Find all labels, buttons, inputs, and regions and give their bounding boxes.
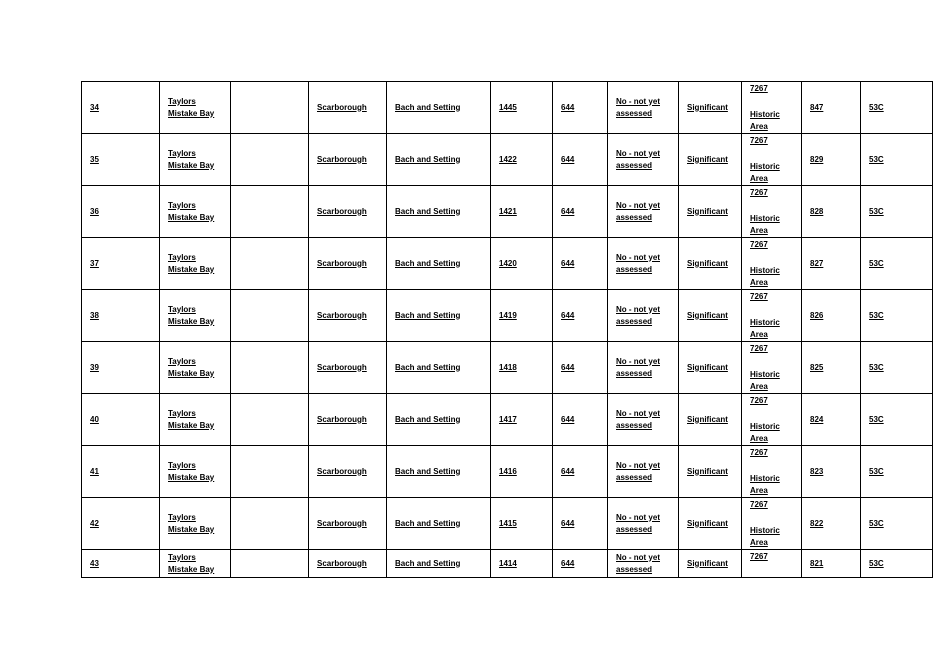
area-cell [309, 446, 387, 498]
location-text: Taylors Mistake Bay [168, 512, 215, 534]
heritage-id-text: 1422 [499, 154, 517, 164]
heritage-id-text: 1445 [499, 102, 517, 112]
blank-cell [231, 82, 309, 134]
significance-cell [679, 186, 742, 238]
heritage-type-text: Bach and Setting [395, 414, 461, 424]
reference-number-text: 824 [810, 414, 824, 424]
location-text: Taylors Mistake Bay [168, 356, 215, 378]
heritage-id-text: 1414 [499, 558, 517, 568]
map-reference-text: 53C [869, 558, 884, 568]
reference-number-cell [802, 446, 861, 498]
heritage-type-cell [387, 82, 491, 134]
reference-number-cell [802, 238, 861, 290]
reference-number-text: 828 [810, 206, 824, 216]
significance-cell [679, 394, 742, 446]
map-reference-cell [861, 446, 933, 498]
significance-text: Significant [687, 414, 728, 424]
location-cell [160, 394, 231, 446]
assessment-status-text: No - not yet assessed [616, 304, 660, 326]
heritage-id-cell [491, 342, 553, 394]
location-text: Taylors Mistake Bay [168, 252, 215, 274]
table-row [82, 498, 933, 550]
item-number-cell [82, 394, 160, 446]
map-reference-cell [861, 134, 933, 186]
assessment-status-cell [608, 186, 679, 238]
blank-cell [231, 446, 309, 498]
blank-cell [231, 498, 309, 550]
heritage-type-text: Bach and Setting [395, 362, 461, 372]
heritage-id-text: 1416 [499, 466, 517, 476]
significance-text: Significant [687, 154, 728, 164]
location-cell [160, 186, 231, 238]
location-text: Taylors Mistake Bay [168, 148, 215, 170]
zone-cell [742, 394, 802, 446]
significance-cell [679, 134, 742, 186]
assessment-status-text: No - not yet assessed [616, 200, 660, 222]
assessment-status-text: No - not yet assessed [616, 252, 660, 274]
heritage-id-cell [491, 186, 553, 238]
plan-number-cell [553, 498, 608, 550]
plan-number-text: 644 [561, 206, 575, 216]
reference-number-cell [802, 134, 861, 186]
map-reference-cell [861, 498, 933, 550]
table-row [82, 238, 933, 290]
zone-number: 7267 [750, 448, 768, 457]
significance-cell [679, 82, 742, 134]
heritage-type-cell [387, 186, 491, 238]
map-reference-text: 53C [869, 258, 884, 268]
plan-number-cell [553, 186, 608, 238]
plan-number-text: 644 [561, 154, 575, 164]
zone-label: Historic Area [750, 266, 780, 287]
location-cell [160, 498, 231, 550]
heritage-id-cell [491, 290, 553, 342]
heritage-id-text: 1421 [499, 206, 517, 216]
area-text: Scarborough [317, 414, 367, 424]
heritage-id-cell [491, 394, 553, 446]
zone-cell [742, 82, 802, 134]
plan-number-cell [553, 134, 608, 186]
reference-number-text: 825 [810, 362, 824, 372]
zone-cell [742, 550, 802, 578]
map-reference-text: 53C [869, 310, 884, 320]
map-reference-text: 53C [869, 102, 884, 112]
area-cell [309, 238, 387, 290]
map-reference-text: 53C [869, 206, 884, 216]
reference-number-text: 823 [810, 466, 824, 476]
heritage-type-text: Bach and Setting [395, 102, 461, 112]
reference-number-text: 821 [810, 558, 824, 568]
heritage-type-text: Bach and Setting [395, 258, 461, 268]
assessment-status-cell [608, 238, 679, 290]
significance-text: Significant [687, 518, 728, 528]
heritage-type-text: Bach and Setting [395, 466, 461, 476]
item-number-cell [82, 238, 160, 290]
map-reference-text: 53C [869, 154, 884, 164]
item-number-text: 37 [90, 258, 99, 268]
area-cell [309, 342, 387, 394]
heritage-type-text: Bach and Setting [395, 310, 461, 320]
blank-cell [231, 394, 309, 446]
heritage-type-cell [387, 550, 491, 578]
plan-number-cell [553, 238, 608, 290]
location-text: Taylors Mistake Bay [168, 200, 215, 222]
map-reference-cell [861, 238, 933, 290]
area-text: Scarborough [317, 518, 367, 528]
assessment-status-cell [608, 550, 679, 578]
zone-number: 7267 [750, 84, 768, 93]
table-row [82, 550, 933, 578]
area-text: Scarborough [317, 258, 367, 268]
area-text: Scarborough [317, 102, 367, 112]
item-number-text: 39 [90, 362, 99, 372]
item-number-cell [82, 290, 160, 342]
table-body [82, 82, 933, 578]
zone-cell [742, 342, 802, 394]
heritage-id-cell [491, 498, 553, 550]
heritage-type-text: Bach and Setting [395, 154, 461, 164]
heritage-type-cell [387, 134, 491, 186]
plan-number-text: 644 [561, 310, 575, 320]
zone-cell [742, 446, 802, 498]
location-text: Taylors Mistake Bay [168, 552, 215, 574]
heritage-id-cell [491, 446, 553, 498]
table-row [82, 394, 933, 446]
significance-cell [679, 238, 742, 290]
blank-cell [231, 550, 309, 578]
significance-text: Significant [687, 102, 728, 112]
area-text: Scarborough [317, 154, 367, 164]
item-number-cell [82, 498, 160, 550]
significance-cell [679, 290, 742, 342]
blank-cell [231, 290, 309, 342]
zone-number: 7267 [750, 292, 768, 301]
assessment-status-cell [608, 134, 679, 186]
plan-number-cell [553, 394, 608, 446]
item-number-text: 38 [90, 310, 99, 320]
reference-number-text: 847 [810, 102, 824, 112]
significance-text: Significant [687, 558, 728, 568]
plan-number-cell [553, 342, 608, 394]
area-text: Scarborough [317, 206, 367, 216]
heritage-id-cell [491, 550, 553, 578]
reference-number-cell [802, 186, 861, 238]
heritage-type-cell [387, 238, 491, 290]
heritage-id-cell [491, 134, 553, 186]
heritage-type-cell [387, 342, 491, 394]
item-number-cell [82, 186, 160, 238]
heritage-id-text: 1420 [499, 258, 517, 268]
zone-label: Historic Area [750, 162, 780, 183]
significance-text: Significant [687, 362, 728, 372]
location-text: Taylors Mistake Bay [168, 96, 215, 118]
reference-number-text: 827 [810, 258, 824, 268]
reference-number-cell [802, 342, 861, 394]
reference-number-text: 826 [810, 310, 824, 320]
item-number-cell [82, 134, 160, 186]
blank-cell [231, 238, 309, 290]
significance-text: Significant [687, 310, 728, 320]
reference-number-cell [802, 498, 861, 550]
item-number-text: 41 [90, 466, 99, 476]
map-reference-text: 53C [869, 518, 884, 528]
heritage-id-text: 1417 [499, 414, 517, 424]
map-reference-cell [861, 342, 933, 394]
location-text: Taylors Mistake Bay [168, 408, 215, 430]
area-cell [309, 394, 387, 446]
area-cell [309, 134, 387, 186]
significance-text: Significant [687, 258, 728, 268]
blank-cell [231, 342, 309, 394]
location-cell [160, 134, 231, 186]
location-cell [160, 290, 231, 342]
table-row [82, 446, 933, 498]
significance-cell [679, 446, 742, 498]
heritage-type-text: Bach and Setting [395, 206, 461, 216]
heritage-schedule-table [81, 81, 933, 578]
zone-number: 7267 [750, 396, 768, 405]
item-number-text: 40 [90, 414, 99, 424]
heritage-id-cell [491, 82, 553, 134]
map-reference-text: 53C [869, 362, 884, 372]
location-cell [160, 238, 231, 290]
heritage-type-cell [387, 394, 491, 446]
significance-text: Significant [687, 466, 728, 476]
assessment-status-text: No - not yet assessed [616, 552, 660, 574]
plan-number-text: 644 [561, 518, 575, 528]
zone-cell [742, 498, 802, 550]
heritage-type-cell [387, 446, 491, 498]
map-reference-cell [861, 394, 933, 446]
map-reference-cell [861, 186, 933, 238]
item-number-cell [82, 82, 160, 134]
heritage-type-cell [387, 290, 491, 342]
table-row [82, 290, 933, 342]
area-text: Scarborough [317, 466, 367, 476]
zone-number: 7267 [750, 136, 768, 145]
assessment-status-text: No - not yet assessed [616, 96, 660, 118]
item-number-text: 35 [90, 154, 99, 164]
table-row [82, 342, 933, 394]
zone-label: Historic Area [750, 422, 780, 443]
zone-number: 7267 [750, 500, 768, 509]
area-cell [309, 186, 387, 238]
heritage-type-cell [387, 498, 491, 550]
item-number-text: 36 [90, 206, 99, 216]
item-number-text: 43 [90, 558, 99, 568]
plan-number-text: 644 [561, 102, 575, 112]
reference-number-cell [802, 394, 861, 446]
blank-cell [231, 134, 309, 186]
zone-cell [742, 134, 802, 186]
assessment-status-text: No - not yet assessed [616, 460, 660, 482]
item-number-cell [82, 342, 160, 394]
item-number-cell [82, 550, 160, 578]
plan-number-cell [553, 290, 608, 342]
zone-number: 7267 [750, 552, 768, 561]
zone-cell [742, 186, 802, 238]
zone-label: Historic Area [750, 110, 780, 131]
heritage-id-cell [491, 238, 553, 290]
item-number-text: 42 [90, 518, 99, 528]
reference-number-text: 822 [810, 518, 824, 528]
table-row [82, 82, 933, 134]
area-cell [309, 550, 387, 578]
zone-cell [742, 290, 802, 342]
item-number-cell [82, 446, 160, 498]
area-text: Scarborough [317, 558, 367, 568]
plan-number-cell [553, 446, 608, 498]
zone-number: 7267 [750, 344, 768, 353]
plan-number-text: 644 [561, 466, 575, 476]
plan-number-text: 644 [561, 258, 575, 268]
significance-cell [679, 550, 742, 578]
zone-number: 7267 [750, 240, 768, 249]
assessment-status-cell [608, 290, 679, 342]
assessment-status-text: No - not yet assessed [616, 148, 660, 170]
plan-number-cell [553, 82, 608, 134]
zone-label: Historic Area [750, 370, 780, 391]
reference-number-cell [802, 290, 861, 342]
assessment-status-cell [608, 446, 679, 498]
plan-number-text: 644 [561, 362, 575, 372]
map-reference-cell [861, 82, 933, 134]
assessment-status-text: No - not yet assessed [616, 356, 660, 378]
significance-cell [679, 342, 742, 394]
zone-label: Historic Area [750, 526, 780, 547]
location-cell [160, 82, 231, 134]
heritage-id-text: 1419 [499, 310, 517, 320]
area-text: Scarborough [317, 310, 367, 320]
area-cell [309, 498, 387, 550]
location-text: Taylors Mistake Bay [168, 304, 215, 326]
table-row [82, 134, 933, 186]
assessment-status-cell [608, 498, 679, 550]
significance-cell [679, 498, 742, 550]
zone-number: 7267 [750, 188, 768, 197]
blank-cell [231, 186, 309, 238]
reference-number-cell [802, 550, 861, 578]
location-cell [160, 342, 231, 394]
reference-number-text: 829 [810, 154, 824, 164]
assessment-status-cell [608, 82, 679, 134]
table-row [82, 186, 933, 238]
heritage-type-text: Bach and Setting [395, 518, 461, 528]
zone-label: Historic Area [750, 318, 780, 339]
heritage-id-text: 1415 [499, 518, 517, 528]
map-reference-cell [861, 550, 933, 578]
assessment-status-cell [608, 342, 679, 394]
assessment-status-text: No - not yet assessed [616, 512, 660, 534]
plan-number-cell [553, 550, 608, 578]
map-reference-text: 53C [869, 414, 884, 424]
zone-label: Historic Area [750, 214, 780, 235]
item-number-text: 34 [90, 102, 99, 112]
area-cell [309, 290, 387, 342]
significance-text: Significant [687, 206, 728, 216]
heritage-type-text: Bach and Setting [395, 558, 461, 568]
map-reference-cell [861, 290, 933, 342]
zone-cell [742, 238, 802, 290]
area-text: Scarborough [317, 362, 367, 372]
assessment-status-cell [608, 394, 679, 446]
map-reference-text: 53C [869, 466, 884, 476]
plan-number-text: 644 [561, 558, 575, 568]
location-cell [160, 550, 231, 578]
plan-number-text: 644 [561, 414, 575, 424]
area-cell [309, 82, 387, 134]
assessment-status-text: No - not yet assessed [616, 408, 660, 430]
location-cell [160, 446, 231, 498]
heritage-id-text: 1418 [499, 362, 517, 372]
zone-label: Historic Area [750, 474, 780, 495]
location-text: Taylors Mistake Bay [168, 460, 215, 482]
reference-number-cell [802, 82, 861, 134]
